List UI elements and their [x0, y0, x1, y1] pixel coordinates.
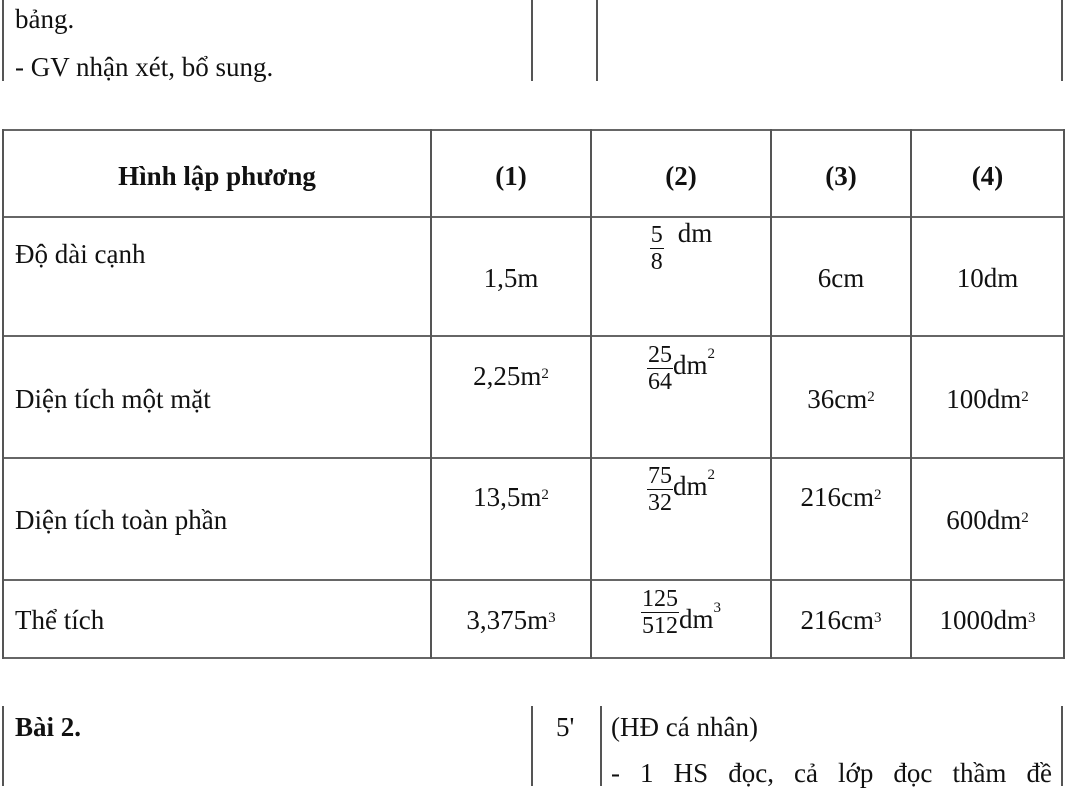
top-fragment-border-col1	[531, 0, 533, 81]
fraction: $\frac{75}{32}$	[647, 463, 672, 516]
total-area-1: $13,5m^2$	[473, 482, 549, 512]
face-area-3: $36cm^2$	[807, 384, 875, 414]
top-fragment-line-2: - GV nhận xét, bổ sung.	[15, 52, 274, 82]
cube-table-border-top	[2, 129, 1065, 131]
fraction: $\frac{25}{64}$	[647, 342, 672, 395]
cube-table-border-row4	[2, 579, 1065, 581]
top-fragment-line-1: bảng.	[15, 4, 75, 34]
header-col-1: (1)	[495, 161, 527, 191]
header-col-3: (3)	[825, 161, 857, 191]
volume-4: $1000dm^3$	[939, 605, 1036, 635]
activity-line-2: - 1 HS đọc, cả lớp đọc thầm đề	[611, 758, 1052, 788]
face-area-4: $100dm^2$	[946, 384, 1029, 414]
activity-line-1: (HĐ cá nhân)	[611, 712, 758, 742]
cube-table-border-row2	[2, 335, 1065, 337]
top-fragment-border-right	[1061, 0, 1063, 81]
cube-table-border-c1	[430, 129, 432, 659]
fraction: $\frac{5}{8}$	[650, 222, 663, 275]
edge-length-1: 1,5m	[483, 263, 539, 293]
edge-length-3: 6cm	[817, 263, 865, 293]
header-label: Hình lập phương	[118, 161, 316, 191]
cube-table-border-left	[2, 129, 4, 659]
row-label-total-area: Diện tích toàn phần	[15, 505, 228, 535]
face-area-2: $\frac{25}{64}$ $dm^2$	[647, 342, 715, 395]
total-area-4: $600dm^2$	[946, 505, 1029, 535]
header-col-4: (4)	[971, 161, 1004, 191]
row-label-face-area: Diện tích một mặt	[15, 384, 211, 414]
exercise-time: 5'	[556, 712, 575, 742]
cube-table-border-row1	[2, 216, 1065, 218]
top-fragment-border-col2	[596, 0, 598, 81]
bottom-fragment-border-col2	[600, 706, 602, 786]
volume-1: $3,375m^3$	[466, 605, 556, 635]
volume-3: $216cm^3$	[800, 605, 882, 635]
face-area-1: $2,25m^2$	[473, 361, 549, 391]
fraction: $\frac{125}{512}$	[641, 586, 678, 639]
cube-table-border-row3	[2, 457, 1065, 459]
total-area-2: $\frac{75}{32}$ $dm^2$	[647, 463, 715, 516]
volume-2: $\frac{125}{512}$ $dm^3$	[641, 586, 721, 639]
exercise-title: Bài 2.	[15, 712, 82, 742]
row-label-volume: Thể tích	[15, 605, 105, 635]
header-col-2: (2)	[665, 161, 697, 191]
total-area-3: $216cm^2$	[800, 482, 882, 512]
edge-length-4: 10dm	[956, 263, 1019, 293]
bottom-fragment-border-col1	[531, 706, 533, 786]
row-label-edge-length: Độ dài cạnh	[15, 239, 146, 269]
cube-table-border-bottom	[2, 657, 1065, 659]
top-fragment-border-left	[2, 0, 4, 81]
edge-length-2: $\frac{5}{8}$ dm	[650, 218, 713, 275]
bottom-fragment-border-right	[1061, 706, 1063, 786]
bottom-fragment-border-left	[2, 706, 4, 786]
